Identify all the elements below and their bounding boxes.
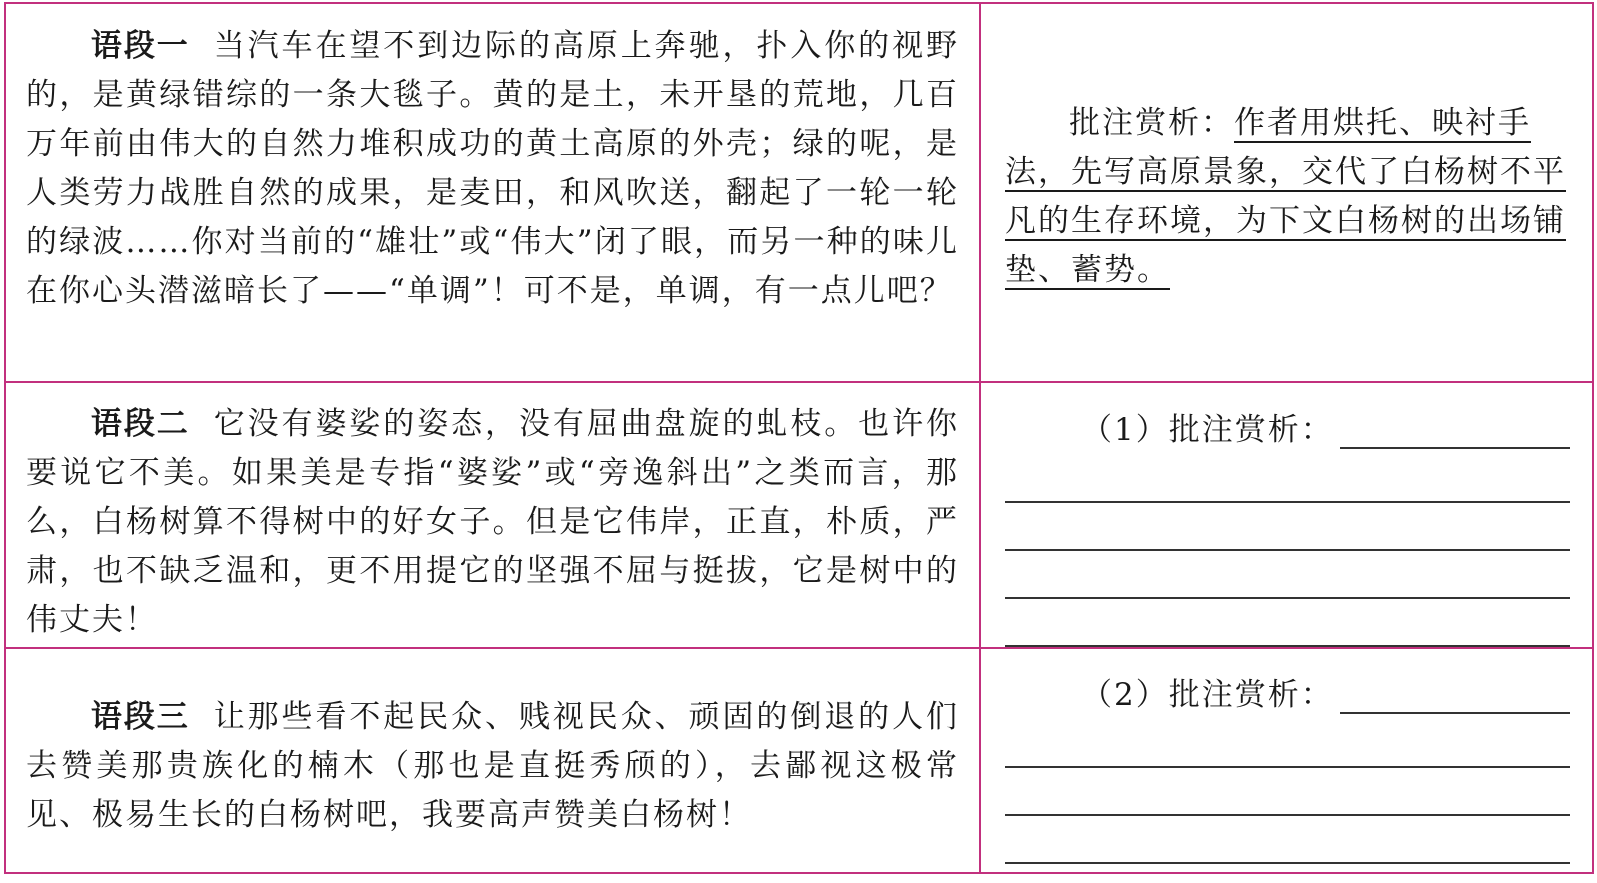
annotation-table (4, 2, 1594, 874)
passage-1 (6, 4, 979, 316)
answer-line[interactable] (1005, 599, 1570, 647)
segment-title-2: 语段二 (90, 406, 190, 442)
passage-text-1: 当汽车在望不到边际的高原上奔驰，扑入你的视野的，是黄绿错综的一条大毯子。黄的是土，未开垦的荒地，几百万年前由伟大的自然力堆积成功的黄土高原的外壳；绿的呢，是人类劳力战胜自然的成果，是麦田，和风吹送，翻起了一轮一轮的绿波……你对当前的“雄壮”或“伟大”闭了眼，而另一种的味儿在你心头潜滋暗长了——“单调”！可不是，单调，有一点儿吧？ (26, 28, 960, 309)
answer-line[interactable] (1340, 421, 1570, 449)
note-cell-2 (980, 382, 1593, 648)
segment-title-1: 语段一 (90, 28, 190, 64)
passage-text-3: 让那些看不起民众、贱视民众、顽固的倒退的人们去赞美那贵族化的楠木（那也是直挺秀颀的），去鄙视这极常见、极易生长的白杨树吧，我要高声赞美白杨树！ (26, 699, 960, 833)
note-cell-1 (980, 3, 1593, 382)
answer-line[interactable] (1005, 455, 1570, 503)
blank-label-1: （1）批注赏析： (1081, 412, 1334, 448)
note-answer: 作者用烘托、映衬手法，先写高原景象，交代了白杨树不平凡的生存环境，为下文白杨树的出场铺垫、蓄势。 (1005, 105, 1566, 288)
answer-line[interactable] (1005, 768, 1570, 816)
passage-2 (6, 383, 979, 645)
note-label: 批注赏析： (1069, 105, 1234, 141)
passage-3 (6, 649, 979, 840)
segment-row-2 (5, 382, 1593, 648)
passage-cell-3 (5, 648, 980, 873)
segment-title-3: 语段三 (90, 699, 190, 735)
answer-line[interactable] (1005, 720, 1570, 768)
answer-line[interactable] (1005, 551, 1570, 599)
answer-line[interactable] (1005, 503, 1570, 551)
passage-text-2: 它没有婆娑的姿态，没有屈曲盘旋的虬枝。也许你要说它不美。如果美是专指“婆娑”或“旁逸斜出”之类而言，那么，白杨树算不得树中的好女子。但是它伟岸，正直，朴质，严肃，也不缺乏温和，更不用提它的坚强不屈与挺拔，它是树中的伟丈夫！ (26, 406, 960, 638)
sample-annotation (981, 4, 1592, 295)
segment-row-1 (5, 3, 1593, 382)
segment-row-3 (5, 648, 1593, 873)
note-cell-3 (980, 648, 1593, 873)
passage-cell-2 (5, 382, 980, 648)
blank-label-2: （2）批注赏析： (1081, 677, 1334, 713)
answer-blank-2 (981, 649, 1592, 864)
passage-cell-1 (5, 3, 980, 382)
answer-blank-1 (981, 383, 1592, 647)
answer-line[interactable] (1340, 686, 1570, 714)
answer-line[interactable] (1005, 816, 1570, 864)
